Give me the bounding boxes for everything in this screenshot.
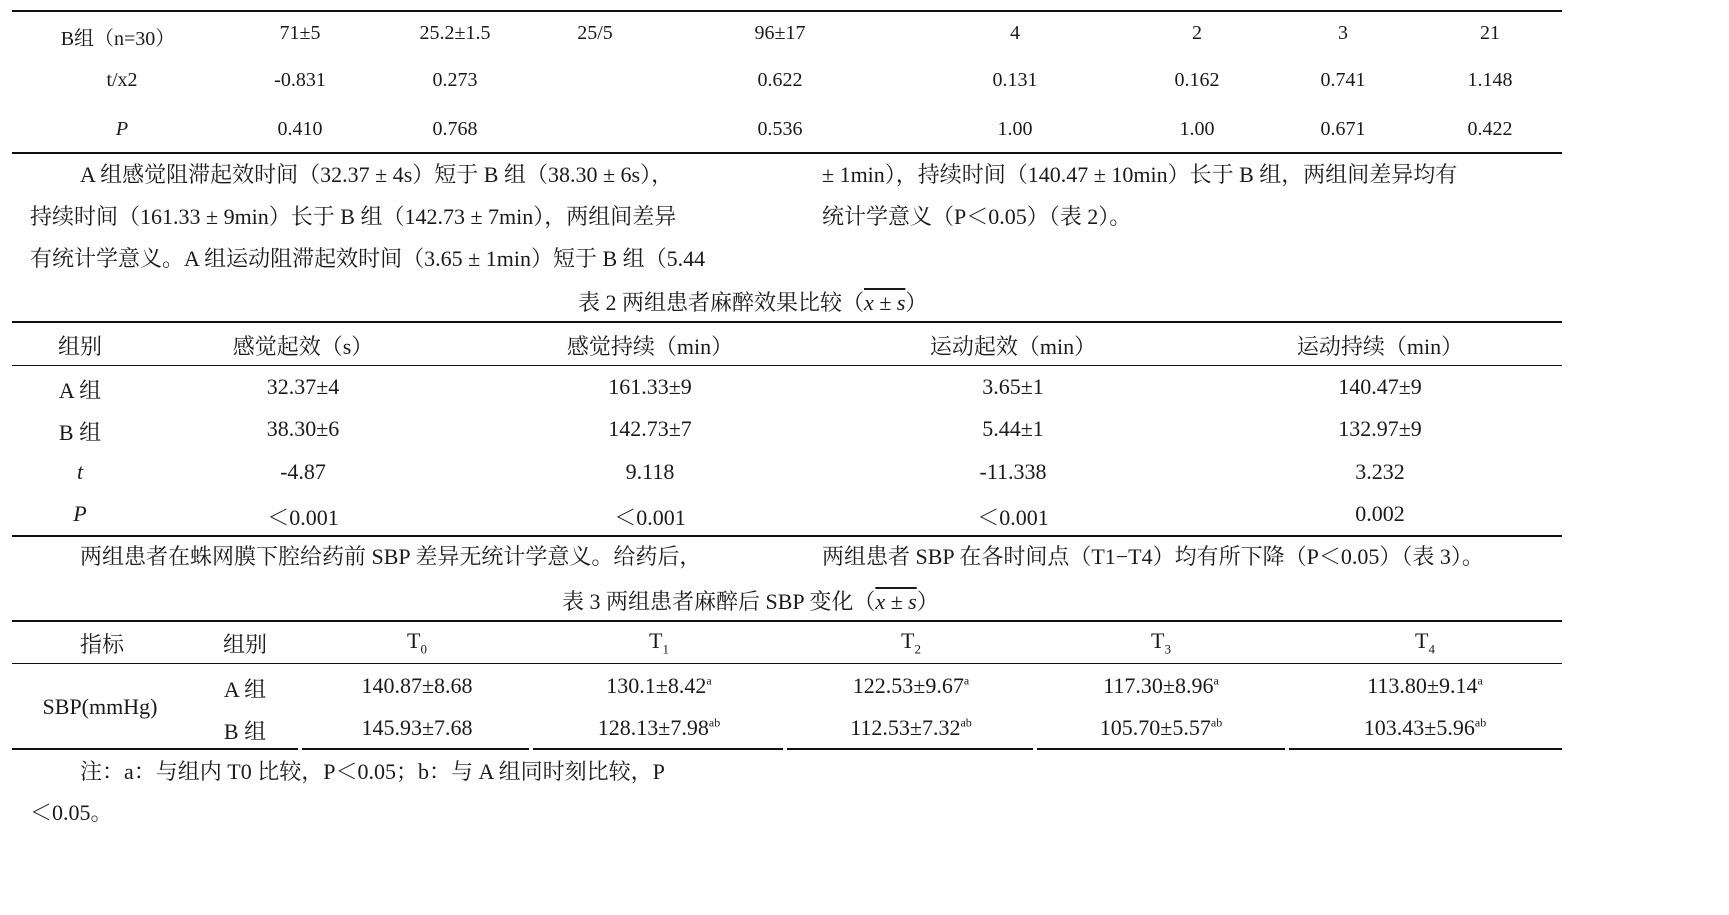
- caption-end: ）: [916, 589, 939, 614]
- paragraph-left-column: [30, 154, 705, 280]
- table3-group: A 组: [223, 677, 267, 702]
- table2-header-cell: 感觉持续（min）: [566, 334, 734, 359]
- header-subscript: 4: [1428, 641, 1435, 657]
- table1-row-label: t/x2: [106, 69, 138, 91]
- table1-cell: 0.741: [1320, 69, 1366, 91]
- table3-bottom-rule: [302, 748, 529, 750]
- table3-cell: [606, 673, 711, 699]
- table2-cell: ＜0.001: [977, 505, 1049, 530]
- cell-superscript: ab: [708, 715, 721, 730]
- header-letter: T: [1415, 628, 1429, 653]
- table2-cell: 3.232: [1355, 459, 1405, 484]
- table2-header-cell: 运动起效（min）: [929, 334, 1097, 359]
- table2-cell: 38.30±6: [266, 416, 340, 441]
- table3-caption: [562, 585, 939, 616]
- cell-value: 128.13±7.98: [597, 715, 709, 740]
- table2-cell: 132.97±9: [1338, 416, 1422, 441]
- table3-header-cell: [1415, 628, 1435, 657]
- table2-cell: -4.87: [280, 459, 326, 484]
- table3-header-cell: [901, 628, 921, 657]
- cell-value: 103.43±5.96: [1363, 715, 1475, 740]
- table3-cell: [598, 715, 720, 741]
- table2-cell: 161.33±9: [608, 374, 692, 399]
- paragraph-line: 统计学意义（P＜0.05）（表 2）。: [822, 204, 1132, 229]
- paragraph2-right: 两组患者 SBP 在各时间点（T1−T4）均有所下降（P＜0.05）（表 3）。: [822, 544, 1484, 569]
- paragraph-line: ± 1min），持续时间（140.47 ± 10min）长于 B 组，两组间差异均有: [822, 162, 1458, 187]
- table1-cell: 21: [1480, 22, 1500, 44]
- cell-value: 112.53±7.32: [850, 715, 961, 740]
- table3-top-rule: [12, 620, 1562, 622]
- table1-cell: 71±5: [279, 22, 321, 44]
- cell-superscript: ab: [1474, 715, 1487, 730]
- caption-end: ）: [905, 290, 928, 315]
- paragraph-line: A 组感觉阻滞起效时间（32.37 ± 4s）短于 B 组（38.30 ± 6s），: [80, 162, 674, 187]
- table3-group: B 组: [223, 719, 267, 744]
- table1-cell: 96±17: [754, 22, 806, 44]
- table1-cell: 0.410: [277, 118, 323, 140]
- table3-header-cell: 组别: [222, 632, 268, 657]
- table2-caption: [578, 286, 927, 317]
- table3-cell: [1367, 673, 1483, 699]
- header-letter: T: [649, 628, 663, 653]
- table2-header-cell: 组别: [57, 334, 103, 359]
- table1-cell: 0.671: [1320, 118, 1366, 140]
- table2-cell: 5.44±1: [982, 416, 1044, 441]
- table2-cell: 9.118: [625, 459, 675, 484]
- header-subscript: 1: [662, 641, 669, 657]
- paragraph-line: 有统计学意义。A 组运动阻滞起效时间（3.65 ± 1min）短于 B 组（5.44: [30, 246, 706, 271]
- table1-cell: 0.536: [757, 118, 803, 140]
- table1-cell: 1.00: [997, 118, 1033, 140]
- table2-cell: t: [76, 459, 84, 484]
- table2-cell: -11.338: [979, 459, 1047, 484]
- cell-value: 145.93±7.68: [361, 715, 473, 740]
- cell-value: 117.30±8.96: [1103, 673, 1214, 698]
- paragraph-line: 持续时间（161.33 ± 9min）长于 B 组（142.73 ± 7min），两组间差异: [30, 204, 677, 229]
- caption-text: 表 3 两组患者麻醉后 SBP 变化（: [562, 589, 876, 614]
- header-subscript: 0: [420, 641, 427, 657]
- table2-cell: 0.002: [1355, 501, 1405, 526]
- cell-value: 130.1±8.42: [606, 673, 707, 698]
- table2-header-cell: 感觉起效（s）: [232, 334, 374, 359]
- table3-indicator: SBP(mmHg): [42, 694, 158, 719]
- table2-cell: P: [73, 501, 87, 526]
- table1-cell: 0.162: [1174, 69, 1220, 91]
- table1-cell: 2: [1192, 22, 1202, 44]
- table3-bottom-rule: [1289, 748, 1562, 750]
- table3-cell: [850, 715, 972, 741]
- mean-sd-symbol: x ± s: [864, 290, 906, 315]
- table1-cell: 0.622: [757, 69, 803, 91]
- table1-cell: 1.00: [1179, 118, 1215, 140]
- table3-header-cell: [649, 628, 669, 657]
- cell-superscript: a: [963, 673, 970, 688]
- paragraph2-left: 两组患者在蛛网膜下腔给药前 SBP 差异无统计学意义。给药后，: [80, 544, 702, 569]
- table1-cell: 1.148: [1467, 69, 1513, 91]
- table1-cell: 4: [1010, 22, 1020, 44]
- table2-cell: 142.73±7: [608, 416, 692, 441]
- table1-cell: 25.2±1.5: [419, 22, 491, 44]
- header-letter: T: [1151, 628, 1165, 653]
- cell-value: 122.53±9.67: [852, 673, 964, 698]
- header-letter: T: [901, 628, 915, 653]
- table3-bottom-rule: [1037, 748, 1285, 750]
- table2-cell: ＜0.001: [267, 505, 339, 530]
- table3-cell: [853, 673, 969, 699]
- cell-superscript: ab: [960, 715, 972, 730]
- cell-value: 105.70±5.57: [1099, 715, 1211, 740]
- table2-header-cell: 运动持续（min）: [1296, 334, 1464, 359]
- table1-top-rule: [12, 10, 1562, 12]
- table3-header-cell: [1151, 628, 1171, 657]
- table3-cell: [361, 673, 472, 699]
- table3-note: [30, 751, 665, 833]
- table1-cell: 0.422: [1467, 118, 1513, 140]
- header-letter: T: [407, 628, 421, 653]
- cell-superscript: a: [1213, 673, 1219, 688]
- table1-row-label: P: [115, 118, 129, 140]
- table3-header-cell: [407, 628, 427, 657]
- table3-bottom-rule: [12, 748, 298, 750]
- note-line: 注：a：与组内 T0 比较，P＜0.05；b：与 A 组同时刻比较，P: [80, 759, 665, 784]
- table2-cell: A 组: [58, 378, 102, 403]
- table2-cell: 3.65±1: [982, 374, 1044, 399]
- table1-row-label: B组（n=30）: [60, 28, 176, 50]
- table1-cell: 0.131: [992, 69, 1038, 91]
- table3-cell: [361, 715, 472, 741]
- table2-cell: ＜0.001: [614, 505, 686, 530]
- table1-cell: 0.768: [432, 118, 478, 140]
- table1-cell: 0.273: [432, 69, 478, 91]
- cell-value: 113.80±9.14: [1367, 673, 1478, 698]
- caption-text: 表 2 两组患者麻醉效果比较（: [578, 290, 865, 315]
- table3-bottom-rule: [787, 748, 1033, 750]
- table3-cell: [1103, 673, 1219, 699]
- cell-value: 140.87±8.68: [361, 673, 473, 698]
- cell-superscript: ab: [1210, 715, 1223, 730]
- table1-cell: 3: [1338, 22, 1348, 44]
- table3-bottom-rule: [533, 748, 783, 750]
- mean-sd-symbol: x ± s: [875, 589, 917, 614]
- table2-header-rule: [12, 365, 1562, 366]
- cell-superscript: a: [1477, 673, 1483, 688]
- cell-superscript: a: [706, 673, 712, 688]
- table3-header-cell: 指标: [79, 632, 125, 657]
- table3-header-rule: [12, 663, 1562, 664]
- table2-cell: B 组: [58, 420, 102, 445]
- paragraph-right-column: [822, 154, 1457, 238]
- table3-cell: [1364, 715, 1486, 741]
- header-subscript: 3: [1164, 641, 1171, 657]
- header-subscript: 2: [914, 641, 921, 657]
- table1-cell: -0.831: [274, 69, 326, 91]
- table2-cell: 140.47±9: [1338, 374, 1422, 399]
- table1-cell: 25/5: [577, 22, 613, 44]
- table3-cell: [1100, 715, 1222, 741]
- table2-cell: 32.37±4: [266, 374, 340, 399]
- note-line: ＜0.05。: [30, 800, 113, 825]
- table2-top-rule: [12, 321, 1562, 323]
